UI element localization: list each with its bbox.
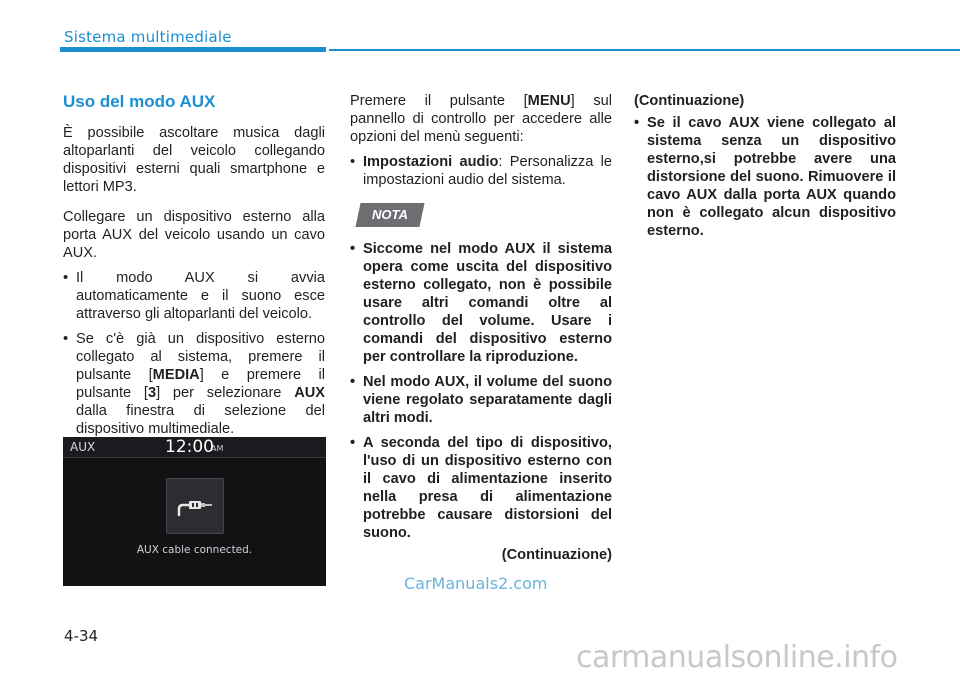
menu-options [350,153,612,189]
list-item: • Siccome nel modo AUX il sistema opera come uscita del dispositivo esterno collegato, non è possibile usare altri comandi oltre al controllo del volume. Usare i comandi del dispositivo esterno per controllare la riproduzione. [350,240,612,366]
screen-divider [63,457,326,458]
list-item: • Nel modo AUX, il volume del suono viene regolato separatamente dagli altri modi. [350,373,612,427]
screen-mode-label: AUX [70,440,96,454]
screen-clock: 12:00 [165,437,214,457]
list-item: • Il modo AUX si avvia automaticamente e il suono esce attraverso gli altoparlanti del veicolo. [63,269,325,323]
list-item: • A seconda del tipo di dispositivo, l'uso di un dispositivo esterno con il cavo di alimentazione inserito nella presa di alimentazione potrebbe causare distorsioni del suono. [350,434,612,542]
column-2 [350,92,612,564]
media-key-label: MEDIA [152,367,200,383]
note-list-continued [634,114,896,240]
column-3 [634,92,896,240]
watermark-footer: carmanualsonline.info [576,640,898,675]
continued-title: (Continuazione) [634,93,745,109]
menu-key-label: MENU [527,93,571,109]
continued-label: (Continuazione) [501,547,612,563]
list-item: • Se il cavo AUX viene collegato al sistema senza un dispositivo esterno,si potrebbe avere una distorsione del suono. Rimuovere il cavo AUX dalla porta AUX quando non è collegato alcun dispositivo esterno. [634,114,896,240]
intro-paragraph: È possibile ascoltare musica dagli altoparlanti del veicolo collegando dispositivi esterni quali smartphone e lettori MP3. [63,125,325,195]
connect-paragraph: Collegare un dispositivo esterno alla porta AUX del veicolo usando un cavo AUX. [63,209,325,261]
screen-message: AUX cable connected. [136,544,253,556]
audio-settings-label: Impostazioni audio [363,154,499,170]
aux-cable-icon [166,478,224,534]
number-key-label: 3 [148,385,157,401]
section-title: Sistema multimediale [64,28,232,46]
aux-screen-image [63,437,326,586]
note-badge: NOTA [355,203,424,227]
list-item: • Se c'è già un dispositivo esterno collegato al sistema, premere il pulsante [MEDIA] e premere il pulsante [3] per selezionare AUX dalla finestra di selezione del dispositivo multimediale. [63,330,325,438]
menu-paragraph: Premere il pulsante [MENU] sul pannello di controllo per accedere alle opzioni del menù seguenti: [350,93,613,145]
list-item: • Impostazioni audio: Personalizza le impostazioni audio del sistema. [350,153,612,189]
header-rule-thick [60,47,326,52]
note-list [350,240,612,542]
aux-label: AUX [294,385,325,401]
aux-bullets [63,269,325,438]
watermark-site: CarManuals2.com [404,574,548,593]
column-1 [63,92,325,438]
screen-ampm: AM [211,444,224,453]
page-number: 4-34 [64,627,99,645]
page-heading: Uso del modo AUX [63,92,216,111]
header-rule-thin [329,49,960,51]
